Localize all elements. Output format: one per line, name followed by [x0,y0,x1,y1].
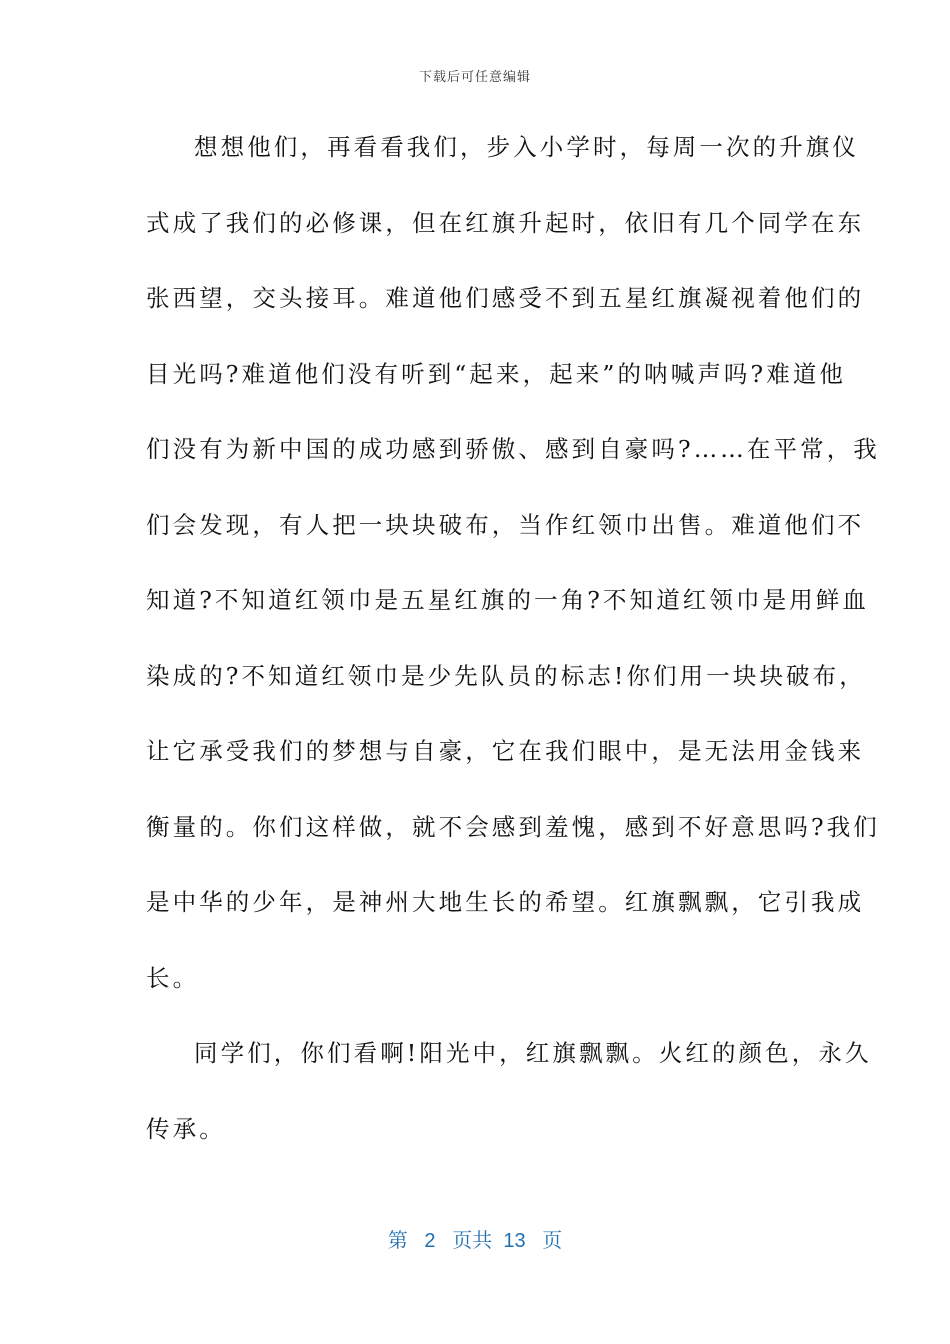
footer-middle: 页共 [452,1230,493,1252]
paragraph-1-line-9: 让它承受我们的梦想与自豪，它在我们眼中，是无法用金钱来 [146,737,865,765]
paragraph-1-line-5: 们没有为新中国的成功感到骄傲、感到自豪吗?……在平常，我 [146,435,880,463]
paragraph-1-line-3: 张西望，交头接耳。难道他们感受不到五星红旗凝视着他们的 [146,284,865,312]
page-footer [0,1224,950,1253]
footer-current-page: 2 [424,1230,436,1252]
paragraph-2 [146,1016,872,1167]
paragraph-1-line-6: 们会发现，有人把一块块破布，当作红领巾出售。难道他们不 [146,510,865,539]
page-header: 下载后可任意编辑 [418,70,531,85]
document-body [146,110,880,1167]
footer-suffix: 页 [542,1230,563,1252]
footer-prefix: 第 [387,1230,408,1252]
paragraph-1-line-8: 染成的?不知道红领巾是少先队员的标志!你们用一块块破布， [146,661,866,690]
paragraph-1-line-12: 长。 [146,963,200,992]
paragraph-1-line-2: 式成了我们的必修课，但在红旗升起时，依旧有几个同学在东 [146,208,865,237]
paragraph-1 [146,110,880,1016]
paragraph-1-line-7: 知道?不知道红领巾是五星红旗的一角?不知道红领巾是用鲜血 [146,586,869,614]
footer-total-pages: 13 [503,1230,526,1252]
paragraph-2-line-1: 同学们，你们看啊!阳光中，红旗飘飘。火红的颜色，永久 [194,1039,872,1067]
paragraph-1-line-4: 目光吗?难道他们没有听到“起来，起来”的呐喊声吗?难道他 [146,359,847,388]
paragraph-1-line-11: 是中华的少年，是神州大地生长的希望。红旗飘飘，它引我成 [146,888,865,916]
paragraph-1-line-1: 想想他们，再看看我们，步入小学时，每周一次的升旗仪 [194,133,859,161]
paragraph-2-line-2: 传承。 [146,1114,226,1143]
paragraph-1-line-10: 衡量的。你们这样做，就不会感到羞愧，感到不好意思吗?我们 [146,812,880,841]
